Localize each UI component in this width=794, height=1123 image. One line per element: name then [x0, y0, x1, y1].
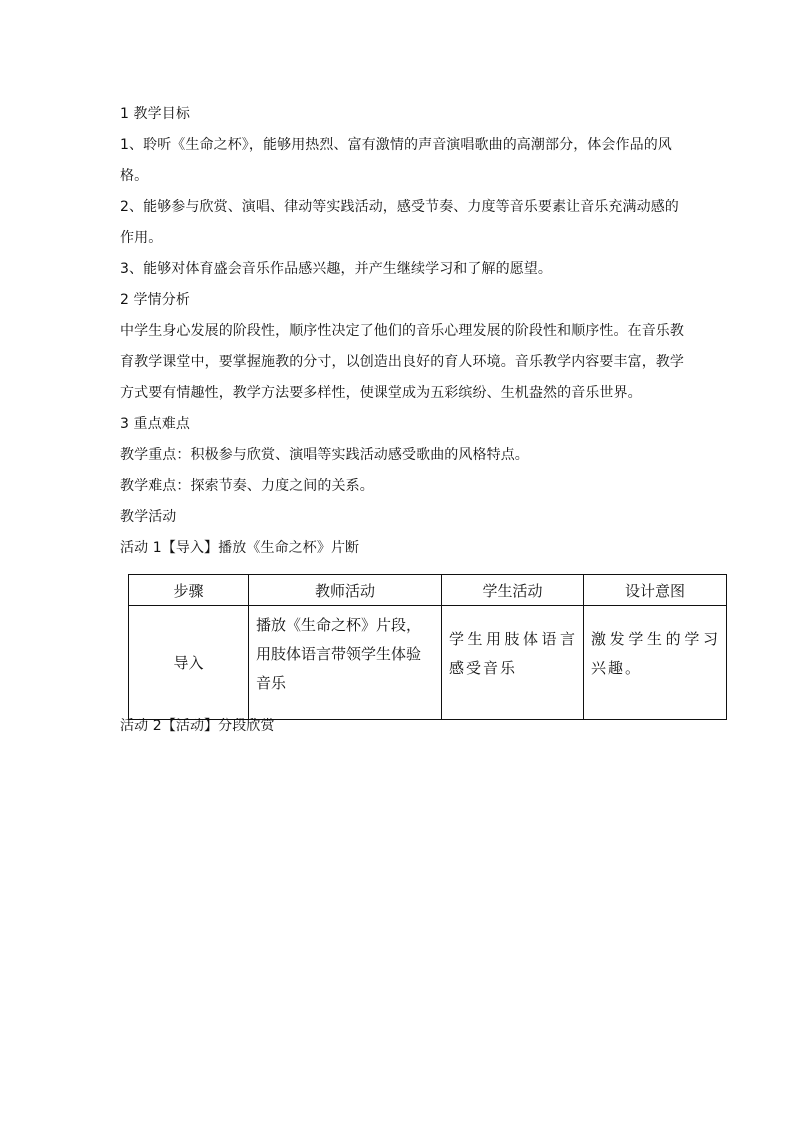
key-point: 教学重点：积极参与欣赏、演唱等实践活动感受歌曲的风格特点。 — [120, 447, 529, 463]
analysis-line-2: 育教学课堂中，要掌握施教的分寸，以创造出良好的育人环境。音乐教学内容要丰富，教学 — [120, 354, 684, 370]
goal-3: 3、能够对体育盛会音乐作品感兴趣，并产生继续学习和了解的愿望。 — [120, 261, 553, 277]
goal-1-line-1: 1、聆听《生命之杯》，能够用热烈、富有激情的声音演唱歌曲的高潮部分，体会作品的风 — [120, 137, 672, 153]
header-design-intent: 设计意图 — [584, 575, 727, 606]
cell-design-intent: 激发学生的学习兴趣。 — [584, 606, 727, 720]
header-step: 步骤 — [129, 575, 249, 606]
activity-table — [128, 574, 726, 701]
goal-2-line-1: 2、能够参与欣赏、演唱、律动等实践活动，感受节奏、力度等音乐要素让音乐充满动感的 — [120, 199, 679, 215]
analysis-line-1: 中学生身心发展的阶段性，顺序性决定了他们的音乐心理发展的阶段性和顺序性。在音乐教 — [120, 323, 684, 339]
activity-table-grid — [128, 574, 727, 720]
heading-teaching-goals: 1 教学目标 — [120, 106, 190, 122]
analysis-line-3: 方式要有情趣性，教学方法要多样性，使课堂成为五彩缤纷、生机盎然的音乐世界。 — [120, 385, 642, 401]
heading-student-analysis: 2 学情分析 — [120, 292, 190, 308]
header-student-activity: 学生活动 — [442, 575, 584, 606]
activity-1-title: 活动 1【导入】播放《生命之杯》片断 — [120, 540, 360, 556]
goal-2-line-2: 作用。 — [120, 230, 163, 246]
header-teacher-activity: 教师活动 — [249, 575, 442, 606]
goal-1-line-2: 格。 — [120, 168, 149, 184]
difficult-point: 教学难点：探索节奏、力度之间的关系。 — [120, 478, 374, 494]
heading-key-points: 3 重点难点 — [120, 416, 190, 432]
table-row — [129, 606, 727, 720]
table-header-row — [129, 575, 727, 606]
cell-teacher-activity: 播放《生命之杯》片段，用肢体语言带领学生体验音乐 — [249, 606, 442, 720]
heading-teaching-activities: 教学活动 — [120, 509, 177, 525]
cell-student-activity: 学生用肢体语言感受音乐 — [442, 606, 584, 720]
cell-step: 导入 — [129, 606, 249, 720]
activity-2-title: 活动 2【活动】分段欣赏 — [120, 718, 275, 734]
